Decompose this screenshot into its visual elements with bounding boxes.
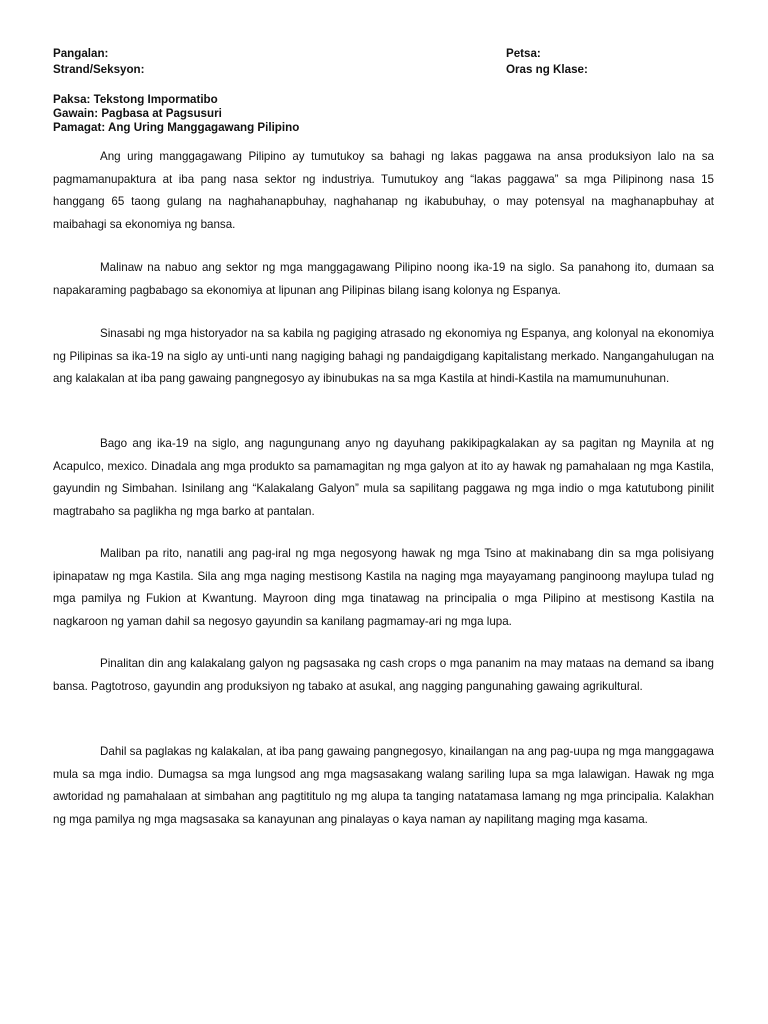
- paragraph-2: Malinaw na nabuo ang sektor ng mga manggagawang Pilipino noong ika-19 na siglo. Sa panahong ito, dumaan sa napakaraming pagbabago sa ekonomiya at lipunan ang Pilipinas bilang isang kolonya ng Espanya.: [53, 261, 714, 297]
- paragraph-7: Dahil sa paglakas ng kalakalan, at iba pang gawaing pangnegosyo, kinailangan na ang pag-uupa ng mga manggagawa mula sa mga indio. Dumagsa sa mga lungsod ang mga magsasakang walang sariling lupa sa mga lalawigan. Hawak ng mga awtoridad ng pamahalaan at simbahan ang pagtititulo ng mg alupa ta tanging natatamasa lamang ng mga principalia. Kalakhan ng mga pamilya ng mga magsasaka sa kanayunan ang pinalayas o kaya naman ay napilitang maging mga kasama.: [53, 745, 714, 826]
- gawain-line: Gawain: Pagbasa at Pagsusuri: [53, 107, 222, 120]
- petsa-label: Petsa:: [506, 47, 541, 60]
- strand-seksyon-label: Strand/Seksyon:: [53, 63, 145, 76]
- paragraph-5: Maliban pa rito, nanatili ang pag-iral ng mga negosyong hawak ng mga Tsino at makinabang din sa mga polisiyang ipinapataw ng mga Kastila. Sila ang mga naging mestisong Kastila na naging mga mayayamang panginoong maylupa tulad ng mga pamilya ng Fukion at Kwantung. Mayroon ding mga tinatawag na principalia o mga Pilipino at mestisong Kastila na nagkaroon ng yaman dahil sa negosyo gayundin sa kanilang pagmamay-ari ng mga lupa.: [53, 547, 714, 628]
- paksa-line: Paksa: Tekstong Impormatibo: [53, 93, 218, 106]
- paragraph-4: Bago ang ika-19 na siglo, ang nagungunang anyo ng dayuhang pakikipagkalakan ay sa pagitan ng Maynila at ng Acapulco, mexico. Dinadala ang mga produkto sa pamamagitan ng mga galyon at ito ay hawak ng pamahalaan ng mga Kastila, gayundin ng Simbahan. Isinilang ang “Kalakalang Galyon” mula sa sapilitang paggawa ng mga indio o mga katutubong pinilit magtrabaho sa paglikha ng mga barko at pantalan.: [53, 437, 714, 518]
- paragraph-3: Sinasabi ng mga historyador na sa kabila ng pagiging atrasado ng ekonomiya ng Espanya, ang kolonyal na ekonomiya ng Pilipinas sa ika-19 na siglo ay unti-unti nang nagiging bahagi ng pandaigdigang kapitalistang merkado. Nangangahulugan na ang kalakalan at iba pang gawaing pangnegosyo ay ibinubukas na sa mga Kastila at hindi-Kastila na mamumunuhunan.: [53, 327, 714, 385]
- oras-ng-klase-label: Oras ng Klase:: [506, 63, 588, 76]
- paragraph-6: Pinalitan din ang kalakalang galyon ng pagsasaka ng cash crops o mga pananim na may mataas na demand sa ibang bansa. Pagtotroso, gayundin ang produksiyon ng tabako at asukal, ang nagging pangunahing gawaing agrikultural.: [53, 657, 714, 693]
- paragraph-1: Ang uring manggagawang Pilipino ay tumutukoy sa bahagi ng lakas paggawa na ansa produksiyon lalo na sa pagmamanupaktura at iba pang nasa sektor ng industriya. Tumutukoy ang “lakas paggawa” sa mga Pilipinong nasa 15 hanggang 65 taong gulang na naghahanapbuhay, naghahanap ng ikabubuhay, o may potensyal na maghanapbuhay at maibahagi sa ekonomiya ng bansa.: [53, 150, 714, 231]
- pamagat-line: Pamagat: Ang Uring Manggagawang Pilipino: [53, 121, 300, 134]
- pangalan-label: Pangalan:: [53, 47, 109, 60]
